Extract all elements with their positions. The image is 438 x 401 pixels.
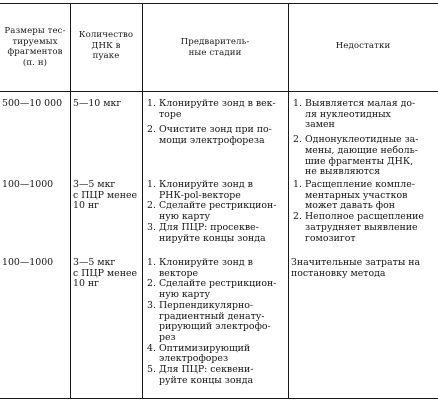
list-item: 1. Клонируйте зонд в РНК-pol-векторе <box>147 179 253 201</box>
list-item: 3. Для ПЦР: просекве- нируйте концы зонда <box>147 221 266 244</box>
row1-stages-list <box>147 99 287 147</box>
header-bottom-rule <box>0 91 438 92</box>
list-item: 4. Оптимизирующий электрофорез <box>147 342 251 365</box>
row2-stages-list <box>147 180 287 244</box>
list-item: 1. Клонируйте зонд в век- торе <box>147 98 276 120</box>
list-item: 2. Однонуклеотидные за- мены, дающие неболь- шие фрагменты ДНК, не выявляются <box>293 134 419 178</box>
table-bottom-rule <box>0 398 438 399</box>
list-item: 1. Расщепление компле- ментарных участков может давать фон <box>293 179 415 212</box>
row3-dna-amount: 3—5 мкг с ПЦР менее 10 нг <box>73 257 138 290</box>
header-preliminary-stages: Предваритель- ные стадии <box>180 37 250 58</box>
header-fragment-size: Размеры тес- тируемых фрагментов (п. н) <box>4 26 66 68</box>
row1-drawbacks-list <box>293 99 437 178</box>
row2-fragment-size: 100—1000 <box>2 179 54 190</box>
list-item: 1. Клонируйте зонд в векторе <box>147 257 253 279</box>
column-divider-2 <box>142 3 143 398</box>
header-drawbacks: Недостатки <box>335 41 391 51</box>
row3-stages-list <box>147 258 287 386</box>
row1-fragment-size: 500—10 000 <box>2 98 63 109</box>
row3-drawbacks: Значительные затраты на постановку метода <box>291 257 421 279</box>
column-divider-3 <box>288 3 289 398</box>
table-top-rule <box>0 3 438 4</box>
row2-drawbacks-list <box>293 180 437 244</box>
row2-dna-amount: 3—5 мкг с ПЦР менее 10 нг <box>73 179 138 212</box>
header-dna-amount: Количество ДНК в пуаке <box>78 30 134 61</box>
list-item: 2. Сделайте рестрикцион- ную карту <box>147 278 277 301</box>
row1-dna-amount: 5—10 мкг <box>73 98 122 109</box>
list-item: 2. Неполное расщепление затрудняет выявление гомозигот <box>293 211 424 244</box>
list-item: 2. Очистите зонд при по- мощи электрофореза <box>147 124 272 147</box>
row3-fragment-size: 100—1000 <box>2 257 54 268</box>
list-item: 5. Для ПЦР: секвени- руйте концы зонда <box>147 364 254 386</box>
list-item: 3. Перпендикулярно- градиентный денату- рирующий электрофо- рез <box>147 299 271 343</box>
list-item: 2. Сделайте рестрикцион- ную карту <box>147 200 277 223</box>
list-item: 1. Выявляется малая до- ля нуклеотидных замен <box>293 98 416 131</box>
column-divider-1 <box>70 3 71 398</box>
